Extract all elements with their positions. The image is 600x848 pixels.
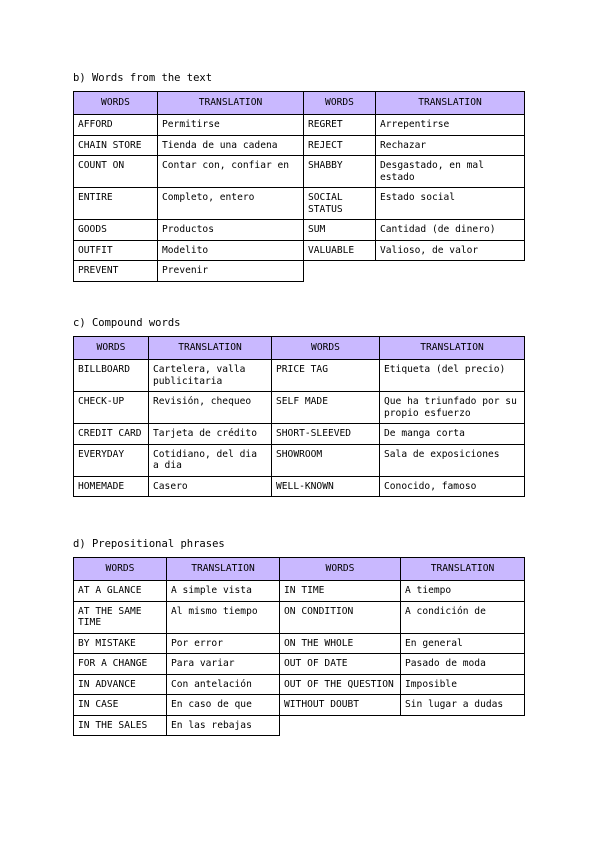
word-cell: VALUABLE: [304, 240, 376, 261]
translation-cell: Desgastado, en mal estado: [376, 156, 525, 188]
translation-cell: Modelito: [158, 240, 304, 261]
column-header: TRANSLATION: [376, 92, 525, 115]
column-header: WORDS: [304, 92, 376, 115]
word-cell: SHORT-SLEEVED: [272, 424, 380, 445]
table-row: [74, 715, 525, 736]
word-cell: BILLBOARD: [74, 360, 149, 392]
table-row: [74, 392, 525, 424]
translation-cell: Con antelación: [167, 674, 280, 695]
empty-cell: [304, 261, 376, 282]
table-row: [74, 240, 525, 261]
translation-cell: Cotidiano, del dia a dia: [149, 444, 272, 476]
translation-cell: Rechazar: [376, 135, 525, 156]
table-row: [74, 156, 525, 188]
word-cell: REJECT: [304, 135, 376, 156]
word-cell: WITHOUT DOUBT: [280, 695, 401, 716]
word-cell: AFFORD: [74, 115, 158, 136]
translation-cell: Que ha triunfado por su propio esfuerzo: [380, 392, 525, 424]
column-header: WORDS: [74, 92, 158, 115]
word-cell: GOODS: [74, 220, 158, 241]
translation-cell: Sala de exposiciones: [380, 444, 525, 476]
translation-cell: En las rebajas: [167, 715, 280, 736]
table-row: [74, 135, 525, 156]
table-header-row: [74, 337, 525, 360]
column-header: WORDS: [74, 337, 149, 360]
word-cell: IN CASE: [74, 695, 167, 716]
table-row: [74, 654, 525, 675]
translation-cell: De manga corta: [380, 424, 525, 445]
column-header: TRANSLATION: [167, 558, 280, 581]
word-cell: SOCIAL STATUS: [304, 188, 376, 220]
table-row: [74, 695, 525, 716]
translation-cell: Pasado de moda: [401, 654, 525, 675]
word-cell: FOR A CHANGE: [74, 654, 167, 675]
word-cell: AT A GLANCE: [74, 581, 167, 602]
translation-cell: Tienda de una cadena: [158, 135, 304, 156]
word-cell: SUM: [304, 220, 376, 241]
word-cell: REGRET: [304, 115, 376, 136]
translation-cell: Prevenir: [158, 261, 304, 282]
word-cell: BY MISTAKE: [74, 633, 167, 654]
translation-cell: Completo, entero: [158, 188, 304, 220]
word-cell: EVERYDAY: [74, 444, 149, 476]
table-row: [74, 261, 525, 282]
table-row: [74, 476, 525, 497]
word-cell: OUT OF THE QUESTION: [280, 674, 401, 695]
prepositional-phrases-table: [73, 557, 525, 736]
word-cell: AT THE SAME TIME: [74, 601, 167, 633]
translation-cell: Por error: [167, 633, 280, 654]
translation-cell: En caso de que: [167, 695, 280, 716]
translation-cell: A tiempo: [401, 581, 525, 602]
translation-cell: Tarjeta de crédito: [149, 424, 272, 445]
empty-cell: [280, 715, 401, 736]
translation-cell: Cantidad (de dinero): [376, 220, 525, 241]
table-row: [74, 674, 525, 695]
word-cell: COUNT ON: [74, 156, 158, 188]
empty-cell: [376, 261, 525, 282]
translation-cell: Conocido, famoso: [380, 476, 525, 497]
table-row: [74, 115, 525, 136]
word-cell: IN TIME: [280, 581, 401, 602]
word-cell: PRICE TAG: [272, 360, 380, 392]
table-row: [74, 601, 525, 633]
translation-cell: Valioso, de valor: [376, 240, 525, 261]
translation-cell: Productos: [158, 220, 304, 241]
word-cell: OUTFIT: [74, 240, 158, 261]
words-from-text-table: [73, 91, 525, 282]
translation-cell: Contar con, confiar en: [158, 156, 304, 188]
table-row: [74, 360, 525, 392]
word-cell: IN THE SALES: [74, 715, 167, 736]
word-cell: CHECK-UP: [74, 392, 149, 424]
translation-cell: A simple vista: [167, 581, 280, 602]
column-header: TRANSLATION: [401, 558, 525, 581]
table-row: [74, 188, 525, 220]
table-header-row: [74, 92, 525, 115]
word-cell: SHOWROOM: [272, 444, 380, 476]
translation-cell: En general: [401, 633, 525, 654]
table-row: [74, 444, 525, 476]
word-cell: CREDIT CARD: [74, 424, 149, 445]
table-row: [74, 581, 525, 602]
word-cell: WELL-KNOWN: [272, 476, 380, 497]
table-header-row: [74, 558, 525, 581]
section-c-title: c) Compound words: [73, 317, 181, 329]
section-b-title: b) Words from the text: [73, 72, 213, 84]
word-cell: IN ADVANCE: [74, 674, 167, 695]
translation-cell: Sin lugar a dudas: [401, 695, 525, 716]
translation-cell: Cartelera, valla publicitaria: [149, 360, 272, 392]
column-header: TRANSLATION: [158, 92, 304, 115]
word-cell: OUT OF DATE: [280, 654, 401, 675]
word-cell: ON THE WHOLE: [280, 633, 401, 654]
section-d-title: d) Prepositional phrases: [73, 538, 225, 550]
word-cell: PREVENT: [74, 261, 158, 282]
translation-cell: Revisión, chequeo: [149, 392, 272, 424]
translation-cell: Al mismo tiempo: [167, 601, 280, 633]
translation-cell: Estado social: [376, 188, 525, 220]
empty-cell: [401, 715, 525, 736]
translation-cell: Permitirse: [158, 115, 304, 136]
table-row: [74, 424, 525, 445]
translation-cell: Para variar: [167, 654, 280, 675]
word-cell: HOMEMADE: [74, 476, 149, 497]
column-header: TRANSLATION: [149, 337, 272, 360]
translation-cell: Etiqueta (del precio): [380, 360, 525, 392]
translation-cell: Arrepentirse: [376, 115, 525, 136]
word-cell: SELF MADE: [272, 392, 380, 424]
column-header: WORDS: [280, 558, 401, 581]
table-row: [74, 220, 525, 241]
column-header: WORDS: [74, 558, 167, 581]
translation-cell: Imposible: [401, 674, 525, 695]
column-header: TRANSLATION: [380, 337, 525, 360]
compound-words-table: [73, 336, 525, 497]
word-cell: ENTIRE: [74, 188, 158, 220]
word-cell: ON CONDITION: [280, 601, 401, 633]
translation-cell: Casero: [149, 476, 272, 497]
word-cell: SHABBY: [304, 156, 376, 188]
word-cell: CHAIN STORE: [74, 135, 158, 156]
column-header: WORDS: [272, 337, 380, 360]
table-row: [74, 633, 525, 654]
translation-cell: A condición de: [401, 601, 525, 633]
